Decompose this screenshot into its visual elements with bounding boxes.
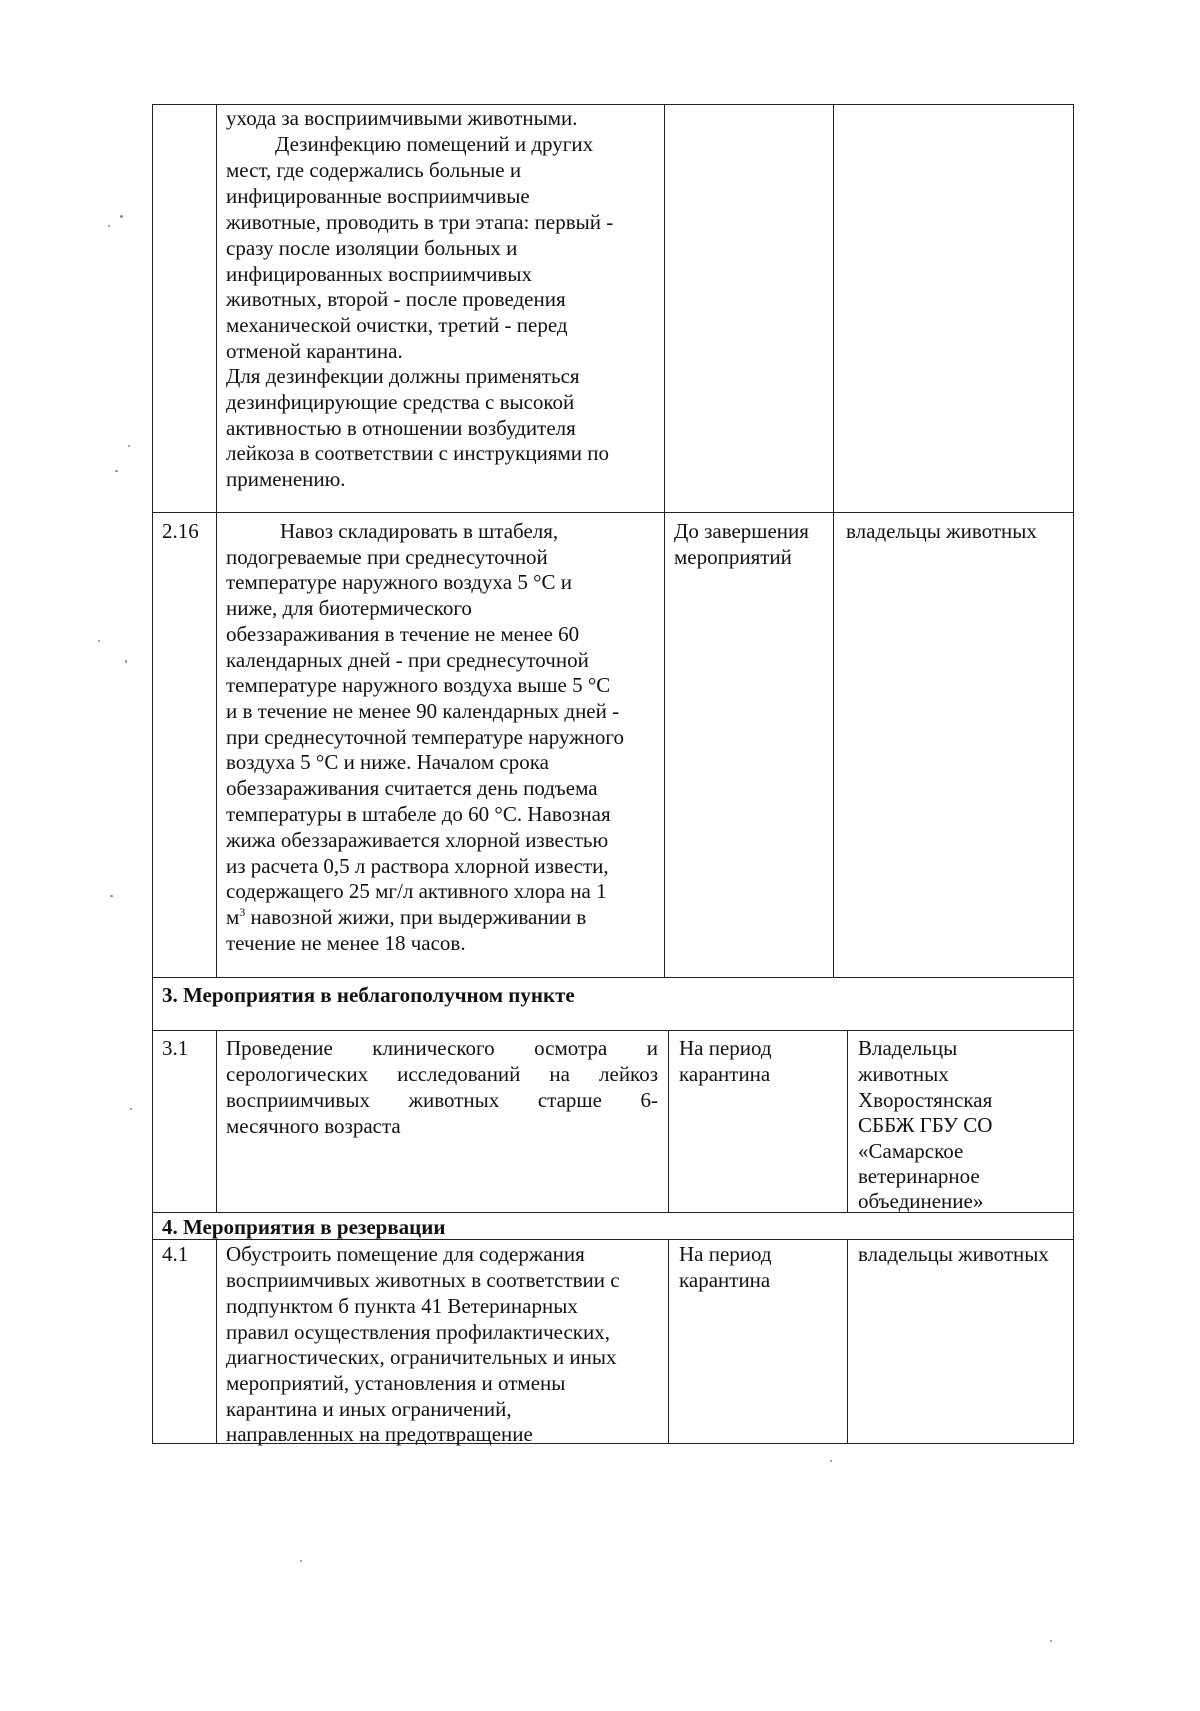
responsible-text: Хворостянская (858, 1088, 993, 1112)
section-heading: 3. Мероприятия в неблагополучном пункте (162, 983, 575, 1007)
table-left-border (152, 104, 153, 1444)
measure-text-line: Обустроить помещение для содержания (226, 1242, 585, 1266)
responsible-text: Владельцы (858, 1036, 958, 1060)
measure-text-line: подпунктом б пункта 41 Ветеринарных (226, 1294, 578, 1318)
measure-text-line: обеззараживания считается день подъема (226, 776, 598, 800)
measure-text-line: жижа обеззараживается хлорной известью (226, 828, 609, 852)
measure-text-line: направленных на предотвращение (226, 1422, 533, 1446)
column-separator (216, 104, 217, 977)
measure-text-line: из расчета 0,5 л раствора хлорной извести, (226, 854, 609, 878)
measure-text-line: и в течение не менее 90 календарных дней - (226, 699, 620, 723)
measure-text-line: инфицированные восприимчивые (226, 184, 530, 208)
measure-text-line: температуры в штабеле до 60 °С. Навозная (226, 802, 611, 826)
responsible-text: ветеринарное (858, 1164, 980, 1188)
measure-text-line: Для дезинфекции должны применяться (226, 364, 580, 388)
scan-noise (130, 1108, 132, 1110)
responsible-text: животных (858, 1062, 949, 1086)
responsible-text: владельцы животных (858, 1242, 1049, 1266)
column-separator (833, 104, 834, 977)
row-separator (152, 1030, 1074, 1031)
term-text: карантина (679, 1268, 771, 1292)
measure-text-line: дезинфицирующие средства с высокой (226, 390, 575, 414)
scan-noise (300, 1560, 302, 1562)
responsible-text: владельцы животных (846, 519, 1037, 543)
measure-text-line: ниже, для биотермического (226, 596, 472, 620)
column-separator (668, 1030, 669, 1212)
measure-text-line: диагностических, ограничительных и иных (226, 1345, 617, 1369)
measure-text-line: животные, проводить в три этапа: первый - (226, 210, 614, 234)
responsible-text: «Самарское (858, 1139, 964, 1163)
term-text: На период (679, 1242, 772, 1266)
scan-noise (830, 1460, 832, 1462)
measure-text-line: инфицированных восприимчивых (226, 262, 533, 286)
measure-text-line: мест, где содержались больные и (226, 158, 522, 182)
row-separator (152, 512, 1074, 513)
term-text: До завершения (674, 519, 809, 543)
measure-text-line: Дезинфекцию помещений и других (275, 132, 594, 156)
measure-text-line: Проведение клинического осмотра и (226, 1036, 658, 1060)
measure-text-line: карантина и иных ограничений, (226, 1397, 512, 1421)
scan-noise (115, 470, 118, 472)
scan-noise (125, 660, 127, 663)
measure-text-line: восприимчивых животных в соответствии с (226, 1268, 620, 1292)
scan-noise (110, 895, 113, 897)
column-separator (668, 1239, 669, 1443)
cubic-meter-unit: м (226, 905, 240, 929)
responsible-text: объединение» (858, 1189, 984, 1213)
measure-text-line: ухода за восприимчивыми животными. (226, 106, 578, 130)
scan-noise (120, 215, 123, 218)
measure-text-line: активностью в отношении возбудителя (226, 416, 576, 440)
row-number: 4.1 (162, 1242, 189, 1266)
measure-text-line: содержащего 25 мг/л активного хлора на 1 (226, 879, 607, 903)
measure-text-line: воздуха 5 °С и ниже. Началом срока (226, 750, 549, 774)
scan-noise (1050, 1640, 1052, 1642)
measure-text-line: мероприятий, установления и отмены (226, 1371, 566, 1395)
term-text: На период (679, 1036, 772, 1060)
scan-noise (108, 225, 110, 227)
term-text: карантина (679, 1062, 771, 1086)
column-separator (847, 1030, 848, 1212)
section-heading: 4. Мероприятия в резервации (162, 1215, 446, 1239)
measure-text-line: Навоз складировать в штабеля, (280, 519, 559, 543)
measure-text-line: сразу после изоляции больных и (226, 236, 518, 260)
measure-text-line: подогреваемые при среднесуточной (226, 545, 548, 569)
responsible-text: СББЖ ГБУ СО (858, 1113, 993, 1137)
measure-text-line: течение не менее 18 часов. (226, 931, 466, 955)
measure-text-line: лейкоза в соответствии с инструкциями по (226, 441, 609, 465)
row-number: 2.16 (162, 519, 199, 543)
measure-text-line: животных, второй - после проведения (226, 287, 566, 311)
column-separator (216, 1239, 217, 1443)
measure-text-line: температуре наружного воздуха 5 °С и (226, 570, 572, 594)
measure-text-line: месячного возраста (226, 1114, 401, 1138)
scan-noise (98, 640, 100, 642)
row-separator (152, 977, 1074, 978)
column-separator (664, 104, 665, 977)
measure-text-line: правил осуществления профилактических, (226, 1320, 610, 1344)
cubic-exponent: 3 (239, 905, 246, 919)
measure-text-fragment: навозной жижи, при выдерживании в (250, 905, 587, 929)
measure-text-line: отменой карантина. (226, 339, 403, 363)
measure-text-line: при среднесуточной температуре наружного (226, 725, 624, 749)
table-right-border (1073, 104, 1074, 1444)
column-separator (216, 1030, 217, 1212)
measure-text-line: восприимчивых животных старше 6- (226, 1088, 658, 1112)
measure-text-line: температуре наружного воздуха выше 5 °С (226, 673, 611, 697)
measure-text-line (226, 903, 586, 931)
measure-text-line: серологических исследований на лейкоз (226, 1062, 658, 1086)
column-separator (847, 1239, 848, 1443)
row-number: 3.1 (162, 1036, 189, 1060)
measure-text-line: календарных дней - при среднесуточной (226, 648, 589, 672)
term-text: мероприятий (674, 545, 792, 569)
scan-noise (128, 445, 130, 447)
measure-text-line: применению. (226, 467, 346, 491)
measure-text-line: обеззараживания в течение не менее 60 (226, 622, 580, 646)
measure-text-line: механической очистки, третий - перед (226, 313, 568, 337)
